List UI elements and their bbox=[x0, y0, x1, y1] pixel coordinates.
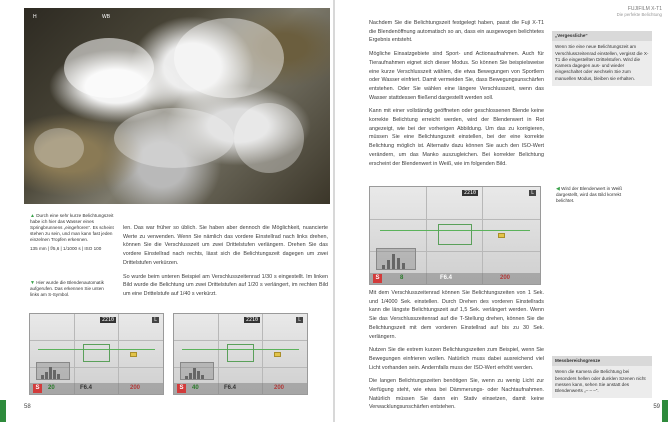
status-bar bbox=[174, 383, 307, 394]
paragraph: Mit dem Verschlusszeitenrad können Sie Belichtungszeiten von 1 Sek. und 1/4000 Sek. einstellen. Durch Drehen des vorderen Einstellrads kann die längste Belichtungszeit auf 1,5 Sek. verlängert werden. Wenn Sie das Verschlusszeitenrad auf die T-Stellung drehen, können Sie die Belichtungszeit mit dem vorderen Einstellrad auf bis zu 30 Sek. verlängern. bbox=[369, 290, 544, 340]
shot-count: 2210 bbox=[102, 317, 115, 323]
left-body-text bbox=[123, 224, 328, 304]
paragraph: So wurde beim unteren Beispiel am Verschlusszeitenrad 1/30 s eingestellt. Im linken Bild wurde die Belichtung um zwei Drittelstufen auf 1/20 s verlängert, im rechten Bild um eine Drittelstufe auf 1/40 s verkürzt. bbox=[123, 273, 328, 297]
iso-value: 200 bbox=[500, 275, 511, 281]
mode-badge: S bbox=[177, 384, 186, 393]
tip-box-title: „Vergessliche“ bbox=[552, 31, 652, 41]
paragraph: Nachdem Sie die Belichtungszeit festgelegt haben, passt die Fuji X-T1 die Blendenöffnung automatisch so an, dass ein ausgewogen belichtetes Ergebnis entsteht. bbox=[369, 20, 544, 44]
mode-badge: S bbox=[33, 384, 42, 393]
photo-caption-text: Durch eine sehr kurze Belichtungszeit habe ich hier das Wasser eines Springbrunnens „eingefroren“. Es scheint stehen zu sein, und man kann fast jeden einzelnen Tropfen erkennen. bbox=[30, 213, 114, 242]
screen-caption-text: Wird der Blendenwert in Weiß dargestellt, wird das Bild korrekt belichtet. bbox=[556, 186, 623, 203]
tip-box-text: Wenn Sie eine neue Belichtungszeit am Verschlusszeitenrad einstellen, vergisst die X-T1 die eingestellten Drittelstufen. Wird die Kamera dagegen aus- und wieder eingeschaltet oder wechseln Sie zum manuellen Modus, bleiben sie erhalten. bbox=[552, 41, 652, 86]
paragraph: len. Das war früher so üblich. Sie haben aber dennoch die Möglichkeit, nuancierte Werte zu verwenden. Wenn Sie nämlich das vordere Einstellrad nach links drehen, können Sie die Verschlusszeit um zwei Drittelstufen verlängern. Drehen Sie das vordere Einstellrad nach rechts, lässt sich die Belichtungszeit dagegen um zwei Drittelstufen verkürzen. bbox=[123, 225, 328, 266]
triangle-down-icon: ▼ bbox=[30, 280, 35, 286]
right-body-text-bottom bbox=[369, 289, 544, 417]
focus-frame bbox=[227, 344, 254, 362]
screen-caption-right bbox=[556, 186, 626, 204]
viewfinder-screen-2 bbox=[173, 313, 308, 395]
chapter-header bbox=[617, 6, 662, 18]
paragraph: Mögliche Einsatzgebiete sind Sport- und Actionaufnahmen. Auch für Tieraufnahmen eignet sich dieser Modus. So können Sie beispielsweise eine kurze Verschlusszeit wählen, die etwa Bewegungen von Sportlern oder Wasser einfriert. Damit vermeiden Sie, dass Bewegungsunschärfen entstehen. Oder Sie wählen eine längere Verschlusszeit, wenn das Wasser stattdessen fließend dargestellt werden soll. bbox=[369, 51, 544, 101]
warning-indicator-icon bbox=[274, 352, 281, 357]
viewfinder-screen-1 bbox=[29, 313, 164, 395]
photo-tag-h: H bbox=[33, 14, 37, 20]
histogram bbox=[36, 362, 70, 380]
shot-count: 2210 bbox=[464, 190, 477, 196]
tip-box-forgetful bbox=[552, 31, 652, 86]
focus-frame bbox=[83, 344, 110, 362]
photo-tag-wb: WB bbox=[102, 14, 111, 20]
page-tab-marker bbox=[662, 400, 668, 422]
histogram bbox=[376, 248, 416, 270]
aperture-value: F6.4 bbox=[440, 275, 453, 281]
shutter-value: 20 bbox=[48, 385, 55, 391]
shot-count: 2210 bbox=[246, 317, 259, 323]
histogram bbox=[180, 362, 214, 380]
aperture-value: F6.4 bbox=[224, 385, 237, 391]
chapter-model: FUJIFILM X-T1 bbox=[627, 6, 662, 12]
status-bar bbox=[370, 273, 540, 284]
status-bar bbox=[30, 383, 163, 394]
right-body-text-top bbox=[369, 19, 544, 173]
paragraph: Die langen Belichtungszeiten benötigen Sie, wenn zu wenig Licht zur Verfügung steht, wie etwa bei Dämmerungs- oder Nachtaufnahmen. Natürlich müssen Sie dann ein Stativ einsetzen, damit keine Verwacklungsunschärfen entstehen. bbox=[369, 378, 544, 411]
screen-caption-text: Hier wurde die Blendenautomatik aufgerufen. Das erkennen Sie unten links am S-Symbol. bbox=[30, 280, 104, 297]
paragraph: Kann mit einer vollständig geöffneten oder geschlossenen Blende keine korrekte Belichtung erreicht werden, wird der Blendenwert in Rot angezeigt, wie bei der vorherigen Abbildung. Um das zu korrigieren, müssen Sie eine Belichtungszeit einstellen, bei der eine korrekte Belichtung möglich ist. Alternativ dazu können Sie auch den ISO-Wert verändern, um das Manko auszugleichen. Bei korrekter Belichtung erscheint der Blendenwert in Weiß, wie im folgenden Bild. bbox=[369, 108, 544, 167]
triangle-up-icon: ▲ bbox=[30, 213, 35, 219]
paragraph: Nutzen Sie die extrem kurzen Belichtungszeiten zum Beispiel, wenn Sie Bewegungen einfrieren wollen. Natürlich muss dabei ausreichend viel Licht vorhanden sein. Andernfalls muss der ISO-Wert erhöht werden. bbox=[369, 347, 544, 371]
chapter-subtitle: Die perfekte Belichtung bbox=[616, 12, 662, 17]
iso-value: 200 bbox=[130, 385, 141, 391]
page-tab-marker bbox=[0, 400, 6, 422]
photo-caption bbox=[30, 213, 114, 252]
tip-box-text: Wenn die Kamera die Belichtung bei besonders hellen oder dunklen Szenen nicht messen kann, sehen Sie anstatt des Blendenwerts „– – –“. bbox=[552, 366, 652, 398]
page-number: 58 bbox=[24, 404, 31, 410]
triangle-left-icon: ◀ bbox=[556, 186, 560, 192]
aperture-value: F6.4 bbox=[80, 385, 93, 391]
tip-box-metering-limit bbox=[552, 356, 652, 398]
mode-badge: S bbox=[373, 274, 382, 283]
fountain-water-photo bbox=[24, 8, 330, 204]
warning-indicator-icon bbox=[498, 233, 505, 238]
screen-caption bbox=[30, 280, 114, 298]
image-size-icon: L bbox=[531, 190, 534, 196]
photo-exif: 135 mm | f/5,6 | 1/1000 s | ISO 100 bbox=[30, 246, 102, 251]
focus-frame bbox=[438, 224, 472, 245]
tip-box-title: Messbereichsgrenze bbox=[552, 356, 652, 366]
shutter-value: 8 bbox=[400, 275, 404, 281]
warning-indicator-icon bbox=[130, 352, 137, 357]
image-size-icon: L bbox=[154, 317, 157, 323]
image-size-icon: L bbox=[298, 317, 301, 323]
iso-value: 200 bbox=[274, 385, 285, 391]
shutter-value: 40 bbox=[192, 385, 199, 391]
page-number: 59 bbox=[653, 404, 660, 410]
viewfinder-screen-3 bbox=[369, 186, 541, 285]
